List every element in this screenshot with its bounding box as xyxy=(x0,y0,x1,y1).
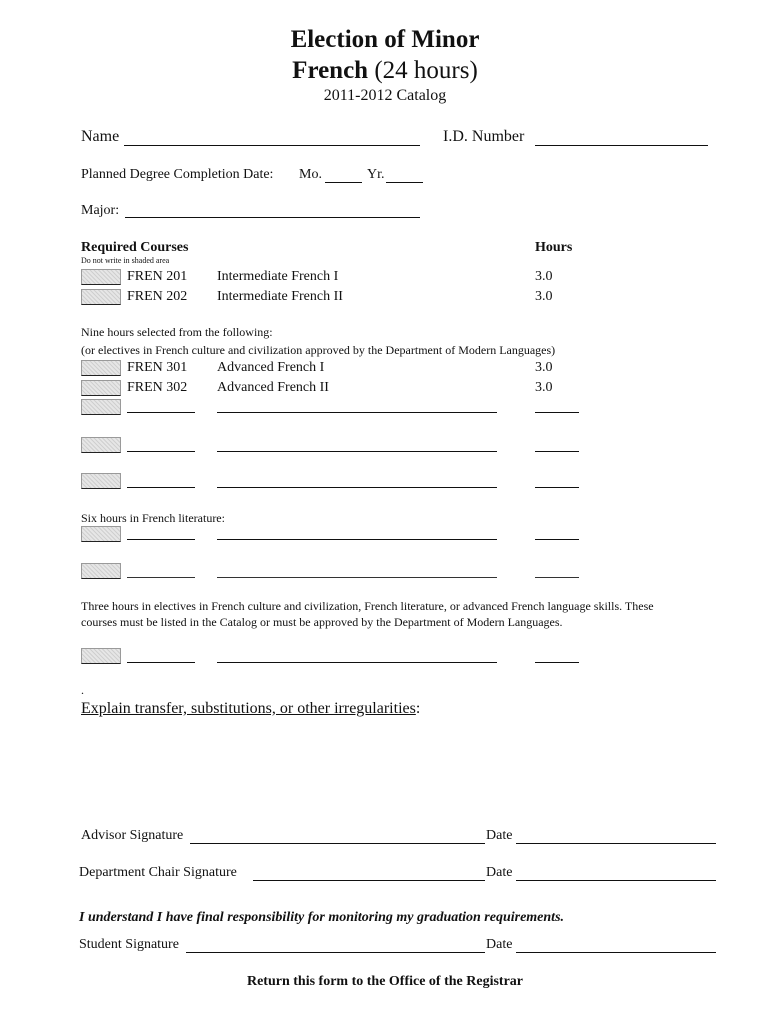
major-label: Major: xyxy=(81,203,120,218)
month-field[interactable] xyxy=(325,182,362,183)
minor-subject-heading xyxy=(0,57,770,85)
shaded-box xyxy=(81,380,121,396)
name-label: Name xyxy=(81,128,120,145)
id-number-label: I.D. Number xyxy=(443,128,525,145)
completion-date-label: Planned Degree Completion Date: xyxy=(81,167,274,182)
year-label: Yr. xyxy=(367,167,385,182)
catalog-year: 2011-2012 Catalog xyxy=(323,87,447,104)
shaded-box xyxy=(81,473,121,489)
minor-subject: French xyxy=(292,57,369,84)
form-title: Election of Minor xyxy=(290,26,480,53)
course-hours-field[interactable] xyxy=(535,451,579,452)
year-field[interactable] xyxy=(386,182,423,183)
date-label: Date xyxy=(486,828,513,843)
course-code-field[interactable] xyxy=(127,412,195,413)
major-field[interactable] xyxy=(125,217,420,218)
course-code-field[interactable] xyxy=(127,577,195,578)
shaded-box xyxy=(81,648,121,664)
course-hours: 3.0 xyxy=(535,269,553,284)
course-hours: 3.0 xyxy=(535,289,553,304)
course-code-field[interactable] xyxy=(127,451,195,452)
shaded-box xyxy=(81,360,121,376)
month-label: Mo. xyxy=(299,167,322,182)
course-hours-field[interactable] xyxy=(535,487,579,488)
three-hours-note: courses must be listed in the Catalog or must be approved by the Department of Modern Languages. xyxy=(81,615,563,629)
hours-heading: Hours xyxy=(535,240,573,255)
advisor-date-field[interactable] xyxy=(516,843,716,844)
course-title: Intermediate French II xyxy=(217,289,343,304)
course-hours: 3.0 xyxy=(535,360,553,375)
student-signature-field[interactable] xyxy=(186,952,485,953)
shaded-area-note: Do not write in shaded area xyxy=(81,256,170,265)
chair-signature-label: Department Chair Signature xyxy=(79,865,237,880)
course-code-field[interactable] xyxy=(127,487,195,488)
course-title-field[interactable] xyxy=(217,577,497,578)
student-signature-label: Student Signature xyxy=(79,937,179,952)
course-title-field[interactable] xyxy=(217,539,497,540)
course-code: FREN 201 xyxy=(127,269,188,284)
course-code: FREN 202 xyxy=(127,289,188,304)
course-hours-field[interactable] xyxy=(535,412,579,413)
minor-hours: (24 hours) xyxy=(374,57,478,84)
explain-colon: : xyxy=(415,700,421,717)
date-label: Date xyxy=(486,865,513,880)
course-hours-field[interactable] xyxy=(535,539,579,540)
nine-hours-label: Nine hours selected from the following: xyxy=(81,325,273,339)
course-code-field[interactable] xyxy=(127,662,195,663)
course-title-field[interactable] xyxy=(217,412,497,413)
course-title-field[interactable] xyxy=(217,662,497,663)
course-title: Advanced French II xyxy=(217,380,329,395)
explain-label: Explain transfer, substitutions, or other irregularities xyxy=(81,700,416,717)
id-number-field[interactable] xyxy=(535,145,708,146)
shaded-box xyxy=(81,289,121,305)
shaded-box xyxy=(81,269,121,285)
course-code: FREN 301 xyxy=(127,360,188,375)
responsibility-statement: I understand I have final responsibility for monitoring my graduation requirements. xyxy=(79,910,565,925)
course-code-field[interactable] xyxy=(127,539,195,540)
six-hours-label: Six hours in French literature: xyxy=(81,511,225,525)
return-instructions: Return this form to the Office of the Registrar xyxy=(246,974,524,989)
date-label: Date xyxy=(486,937,513,952)
shaded-box xyxy=(81,399,121,415)
course-title-field[interactable] xyxy=(217,451,497,452)
advisor-signature-label: Advisor Signature xyxy=(81,828,184,843)
name-field[interactable] xyxy=(124,145,420,146)
course-title: Advanced French I xyxy=(217,360,325,375)
course-hours-field[interactable] xyxy=(535,662,579,663)
nine-hours-note: (or electives in French culture and civilization approved by the Department of Modern Languages) xyxy=(81,343,556,357)
student-date-field[interactable] xyxy=(516,952,716,953)
chair-date-field[interactable] xyxy=(516,880,716,881)
shaded-box xyxy=(81,563,121,579)
required-courses-heading: Required Courses xyxy=(81,240,189,255)
three-hours-label: Three hours in electives in French culture and civilization, French literature, or advanced French language skills. These xyxy=(81,599,654,613)
shaded-box xyxy=(81,526,121,542)
advisor-signature-field[interactable] xyxy=(190,843,485,844)
explain-dot: . xyxy=(81,683,84,697)
course-title-field[interactable] xyxy=(217,487,497,488)
explain-heading xyxy=(81,700,420,718)
course-hours-field[interactable] xyxy=(535,577,579,578)
course-hours: 3.0 xyxy=(535,380,553,395)
course-code: FREN 302 xyxy=(127,380,188,395)
chair-signature-field[interactable] xyxy=(253,880,485,881)
shaded-box xyxy=(81,437,121,453)
course-title: Intermediate French I xyxy=(217,269,339,284)
